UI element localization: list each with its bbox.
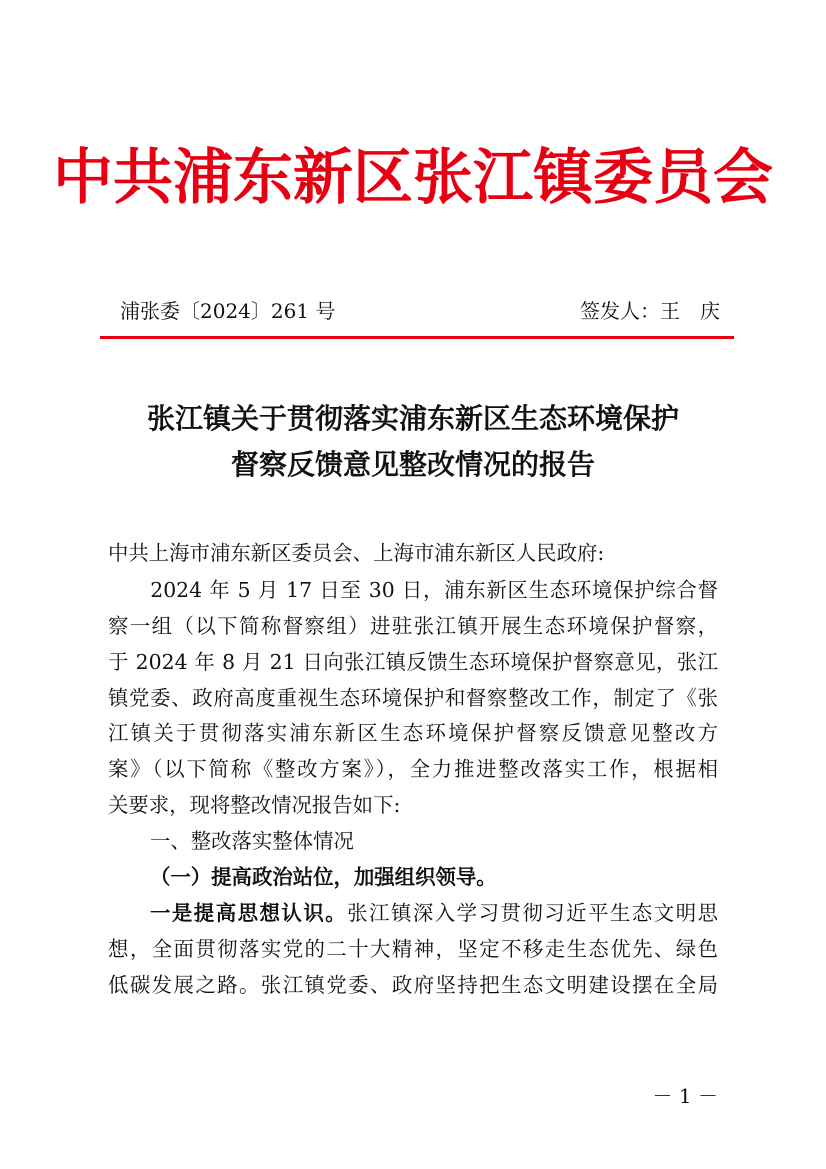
signer: 签发人：王 庆 [580, 299, 720, 323]
doc-title-line-2: 督察反馈意见整改情况的报告 [230, 448, 595, 481]
section-heading-1: 一、整改落实整体情况 [150, 829, 354, 853]
paragraph-1-line: 关要求，现将整改情况报告如下: [108, 793, 401, 817]
page-number: － 1 － [652, 1084, 718, 1108]
paragraph-2-line-1-text: 张江镇深入学习贯彻习近平生态文明思 [347, 901, 718, 925]
paragraph-1-line: 2024 年 5 月 17 日至 30 日，浦东新区生态环境保护综合督 [108, 578, 718, 602]
paragraph-2-line: 低碳发展之路。张江镇党委、政府坚持把生态文明建设摆在全局 [108, 973, 718, 997]
paragraph-1-line: 镇党委、政府高度重视生态环境保护和督察整改工作，制定了《张 [108, 686, 718, 710]
subsection-heading-1: （一）提高政治站位，加强组织领导。 [150, 865, 497, 889]
paragraph-1-line: 察一组（以下简称督察组）进驻张江镇开展生态环境保护督察， [108, 614, 718, 638]
document-number: 浦张委〔2024〕261 号 [120, 299, 336, 323]
salutation: 中共上海市浦东新区委员会、上海市浦东新区人民政府: [108, 541, 605, 565]
org-red-header: 中共浦东新区张江镇委员会 [53, 143, 773, 213]
paragraph-2-line-1 [150, 896, 718, 932]
paragraph-1-line: 江镇关于贯彻落实浦东新区生态环境保护督察反馈意见整改方 [108, 721, 718, 745]
paragraph-2-line: 想，全面贯彻落实党的二十大精神，坚定不移走生态优先、绿色 [108, 937, 718, 961]
paragraph-1-line: 案》（以下简称《整改方案》），全力推进整改落实工作，根据相 [108, 757, 718, 781]
paragraph-1-line: 于 2024 年 8 月 21 日向张江镇反馈生态环境保护督察意见，张江 [108, 650, 718, 674]
red-divider [100, 336, 734, 339]
doc-title-line-1: 张江镇关于贯彻落实浦东新区生态环境保护 [146, 402, 679, 435]
paragraph-2-lead: 一是提高思想认识。 [150, 901, 348, 925]
